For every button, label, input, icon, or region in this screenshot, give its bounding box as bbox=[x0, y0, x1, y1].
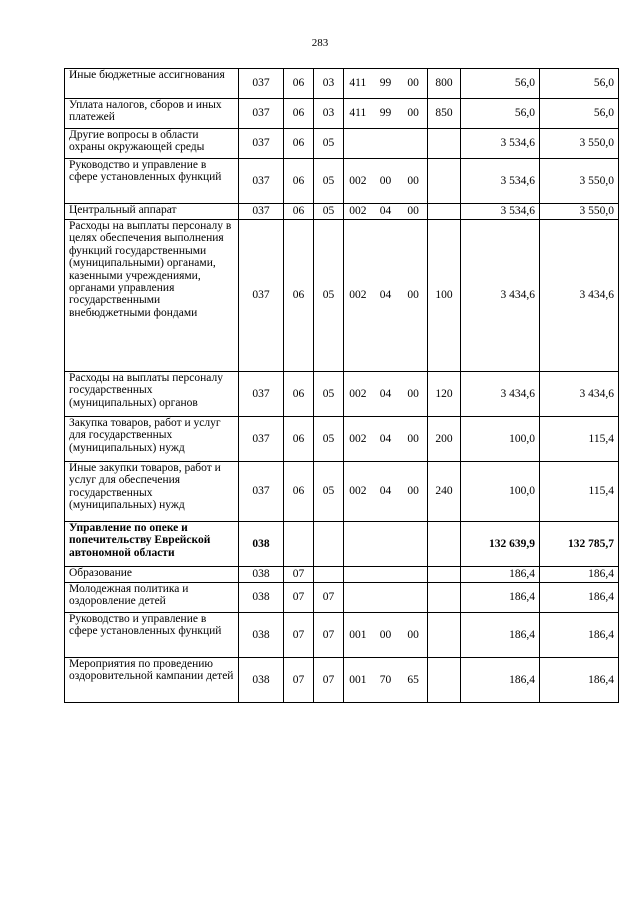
subsection-code: 07 bbox=[314, 583, 344, 613]
amount-year2: 132 785,7 bbox=[540, 522, 619, 567]
amount-year1: 132 639,9 bbox=[461, 522, 540, 567]
section-code: 07 bbox=[284, 583, 314, 613]
section-code bbox=[284, 522, 314, 567]
ministry-code: 037 bbox=[239, 99, 284, 129]
amount-year2: 115,4 bbox=[540, 462, 619, 522]
amount-year1: 3 434,6 bbox=[461, 220, 540, 372]
section-code: 06 bbox=[284, 462, 314, 522]
amount-year2: 186,4 bbox=[540, 613, 619, 658]
row-name: Центральный аппарат bbox=[65, 204, 239, 220]
amount-year1: 100,0 bbox=[461, 417, 540, 462]
ministry-code: 037 bbox=[239, 129, 284, 159]
amount-year2: 56,0 bbox=[540, 99, 619, 129]
target-code-part: 00 bbox=[407, 205, 419, 218]
target-code-part: 001 bbox=[349, 673, 367, 686]
target-code-part: 00 bbox=[407, 432, 419, 445]
target-code-part: 00 bbox=[407, 485, 419, 498]
target-code-part: 99 bbox=[379, 77, 392, 90]
subsection-code bbox=[314, 522, 344, 567]
target-code-part: 002 bbox=[349, 174, 367, 187]
target-code bbox=[344, 204, 428, 220]
amount-year2: 3 550,0 bbox=[540, 159, 619, 204]
amount-year1: 3 534,6 bbox=[461, 129, 540, 159]
ministry-code: 037 bbox=[239, 69, 284, 99]
target-code-part: 99 bbox=[379, 107, 392, 120]
table-row bbox=[65, 613, 619, 658]
subsection-code: 05 bbox=[314, 220, 344, 372]
table-row bbox=[65, 204, 619, 220]
target-code-part: 04 bbox=[379, 387, 392, 400]
amount-year2: 186,4 bbox=[540, 658, 619, 703]
row-name: Руководство и управление в сфере установленных функций bbox=[65, 613, 239, 658]
target-code-part: 00 bbox=[407, 628, 419, 641]
expense-type-code: 120 bbox=[428, 372, 461, 417]
expense-type-code: 850 bbox=[428, 99, 461, 129]
table-row bbox=[65, 522, 619, 567]
table-row bbox=[65, 583, 619, 613]
ministry-code: 037 bbox=[239, 159, 284, 204]
target-code-part: 001 bbox=[349, 628, 367, 641]
budget-table bbox=[64, 68, 619, 703]
target-code-part: 00 bbox=[407, 77, 419, 90]
ministry-code: 038 bbox=[239, 567, 284, 583]
target-code-part: 70 bbox=[379, 673, 392, 686]
target-code bbox=[344, 159, 428, 204]
expense-type-code bbox=[428, 159, 461, 204]
section-code: 06 bbox=[284, 220, 314, 372]
target-code-part: 04 bbox=[379, 205, 392, 218]
ministry-code: 037 bbox=[239, 462, 284, 522]
expense-type-code: 240 bbox=[428, 462, 461, 522]
row-name: Уплата налогов, сборов и иных платежей bbox=[65, 99, 239, 129]
subsection-code: 05 bbox=[314, 204, 344, 220]
section-code: 06 bbox=[284, 417, 314, 462]
target-code bbox=[344, 417, 428, 462]
expense-type-code bbox=[428, 613, 461, 658]
target-code-part: 00 bbox=[407, 289, 419, 302]
section-code: 07 bbox=[284, 567, 314, 583]
target-code bbox=[344, 462, 428, 522]
target-code-part: 00 bbox=[407, 107, 419, 120]
target-code-part: 00 bbox=[379, 174, 392, 187]
target-code bbox=[344, 99, 428, 129]
table-row bbox=[65, 567, 619, 583]
expense-type-code bbox=[428, 204, 461, 220]
target-code-part: 002 bbox=[349, 289, 367, 302]
subsection-code: 03 bbox=[314, 99, 344, 129]
amount-year1: 100,0 bbox=[461, 462, 540, 522]
section-code: 06 bbox=[284, 159, 314, 204]
page-number: 283 bbox=[311, 37, 329, 49]
amount-year1: 186,4 bbox=[461, 658, 540, 703]
amount-year1: 186,4 bbox=[461, 613, 540, 658]
amount-year2: 3 434,6 bbox=[540, 220, 619, 372]
amount-year2: 186,4 bbox=[540, 583, 619, 613]
target-code-part: 04 bbox=[379, 289, 392, 302]
target-code bbox=[344, 220, 428, 372]
section-code: 06 bbox=[284, 99, 314, 129]
section-code: 07 bbox=[284, 658, 314, 703]
amount-year1: 56,0 bbox=[461, 69, 540, 99]
table-row bbox=[65, 220, 619, 372]
expense-type-code: 200 bbox=[428, 417, 461, 462]
subsection-code bbox=[314, 567, 344, 583]
expense-type-code bbox=[428, 658, 461, 703]
section-code: 07 bbox=[284, 613, 314, 658]
row-name: Закупка товаров, работ и услуг для государственных (муниципальных) нужд bbox=[65, 417, 239, 462]
section-code: 06 bbox=[284, 372, 314, 417]
amount-year2: 56,0 bbox=[540, 69, 619, 99]
target-code bbox=[344, 522, 428, 567]
row-name: Расходы на выплаты персоналу государственных (муниципальных) органов bbox=[65, 372, 239, 417]
target-code bbox=[344, 567, 428, 583]
amount-year2: 3 550,0 bbox=[540, 129, 619, 159]
table-row bbox=[65, 462, 619, 522]
table-row bbox=[65, 99, 619, 129]
row-name: Иные закупки товаров, работ и услуг для обеспечения государственных (муниципальных) нужд bbox=[65, 462, 239, 522]
expense-type-code bbox=[428, 522, 461, 567]
table-row bbox=[65, 417, 619, 462]
subsection-code: 05 bbox=[314, 159, 344, 204]
table-row bbox=[65, 129, 619, 159]
expense-type-code: 800 bbox=[428, 69, 461, 99]
subsection-code: 05 bbox=[314, 129, 344, 159]
subsection-code: 03 bbox=[314, 69, 344, 99]
section-code: 06 bbox=[284, 204, 314, 220]
amount-year1: 3 534,6 bbox=[461, 204, 540, 220]
target-code bbox=[344, 129, 428, 159]
row-name: Другие вопросы в области охраны окружающей среды bbox=[65, 129, 239, 159]
target-code-part: 002 bbox=[349, 485, 367, 498]
target-code-part: 04 bbox=[379, 485, 392, 498]
table-row bbox=[65, 372, 619, 417]
subsection-code: 05 bbox=[314, 417, 344, 462]
ministry-code: 037 bbox=[239, 372, 284, 417]
table-row bbox=[65, 159, 619, 204]
target-code-part: 00 bbox=[407, 387, 419, 400]
row-name: Расходы на выплаты персоналу в целях обеспечения выполнения функций государственными (муниципальными) органами, казенными учреждениями, органами управления государственными внебюджетными фондами bbox=[65, 220, 239, 372]
subsection-code: 05 bbox=[314, 462, 344, 522]
row-name: Молодежная политика и оздоровление детей bbox=[65, 583, 239, 613]
target-code-part: 00 bbox=[379, 628, 392, 641]
target-code-part: 411 bbox=[349, 107, 367, 120]
ministry-code: 038 bbox=[239, 522, 284, 567]
row-name: Управление по опеке и попечительству Еврейской автономной области bbox=[65, 522, 239, 567]
target-code-part: 04 bbox=[379, 432, 392, 445]
row-name: Мероприятия по проведению оздоровительной кампании детей bbox=[65, 658, 239, 703]
ministry-code: 037 bbox=[239, 220, 284, 372]
subsection-code: 07 bbox=[314, 613, 344, 658]
target-code bbox=[344, 613, 428, 658]
amount-year1: 3 434,6 bbox=[461, 372, 540, 417]
budget-table-body bbox=[65, 69, 619, 703]
ministry-code: 038 bbox=[239, 583, 284, 613]
table-row bbox=[65, 69, 619, 99]
target-code bbox=[344, 583, 428, 613]
ministry-code: 037 bbox=[239, 417, 284, 462]
subsection-code: 05 bbox=[314, 372, 344, 417]
table-row bbox=[65, 658, 619, 703]
row-name: Образование bbox=[65, 567, 239, 583]
row-name: Иные бюджетные ассигнования bbox=[65, 69, 239, 99]
target-code-part: 002 bbox=[349, 205, 367, 218]
section-code: 06 bbox=[284, 129, 314, 159]
amount-year1: 56,0 bbox=[461, 99, 540, 129]
section-code: 06 bbox=[284, 69, 314, 99]
expense-type-code bbox=[428, 567, 461, 583]
subsection-code: 07 bbox=[314, 658, 344, 703]
amount-year2: 115,4 bbox=[540, 417, 619, 462]
target-code bbox=[344, 372, 428, 417]
amount-year2: 3 434,6 bbox=[540, 372, 619, 417]
target-code bbox=[344, 69, 428, 99]
expense-type-code: 100 bbox=[428, 220, 461, 372]
amount-year1: 3 534,6 bbox=[461, 159, 540, 204]
row-name: Руководство и управление в сфере установленных функций bbox=[65, 159, 239, 204]
amount-year2: 186,4 bbox=[540, 567, 619, 583]
ministry-code: 038 bbox=[239, 658, 284, 703]
target-code-part: 00 bbox=[407, 174, 419, 187]
ministry-code: 038 bbox=[239, 613, 284, 658]
expense-type-code bbox=[428, 129, 461, 159]
target-code bbox=[344, 658, 428, 703]
expense-type-code bbox=[428, 583, 461, 613]
target-code-part: 002 bbox=[349, 387, 367, 400]
target-code-part: 002 bbox=[349, 432, 367, 445]
target-code-part: 65 bbox=[407, 673, 419, 686]
ministry-code: 037 bbox=[239, 204, 284, 220]
amount-year1: 186,4 bbox=[461, 567, 540, 583]
target-code-part: 411 bbox=[349, 77, 367, 90]
amount-year1: 186,4 bbox=[461, 583, 540, 613]
amount-year2: 3 550,0 bbox=[540, 204, 619, 220]
